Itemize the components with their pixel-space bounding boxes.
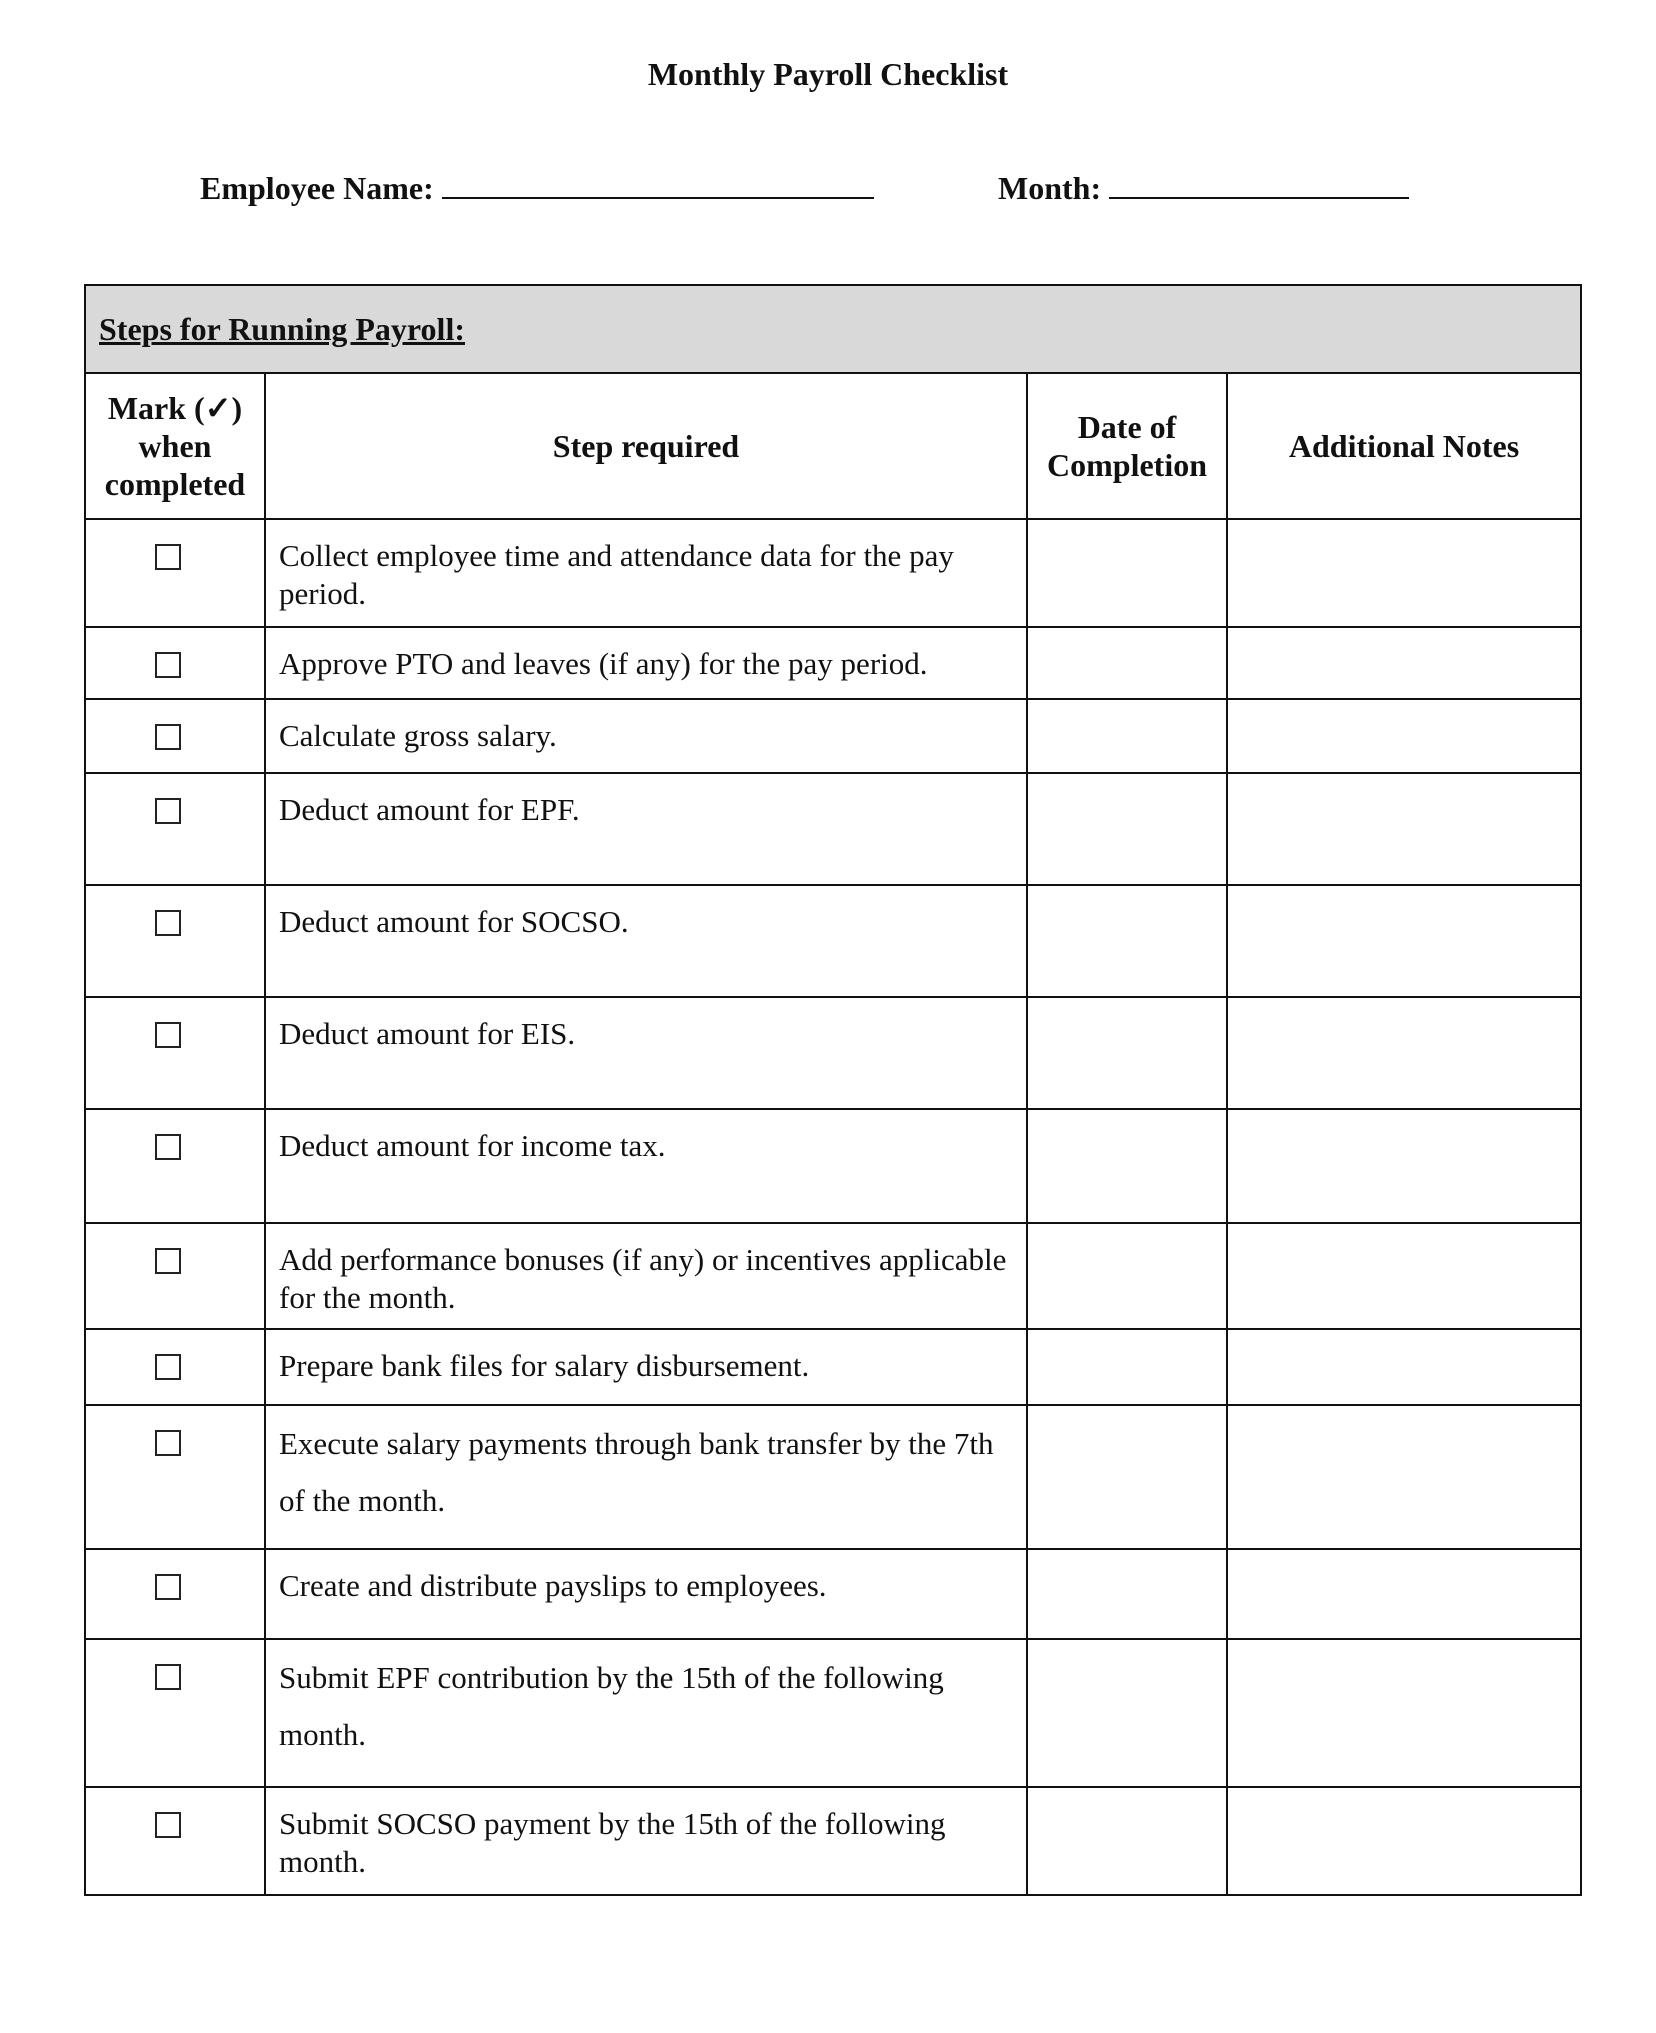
checkbox[interactable] [155, 652, 181, 678]
table-row [85, 627, 1581, 699]
step-text: Add performance bonuses (if any) or incentives applicable for the month. [265, 1223, 1027, 1329]
step-text: Submit SOCSO payment by the 15th of the following month. [265, 1787, 1027, 1895]
date-cell[interactable] [1027, 1549, 1227, 1639]
step-text: Calculate gross salary. [265, 699, 1027, 773]
step-text: Deduct amount for SOCSO. [265, 885, 1027, 997]
step-text: Deduct amount for EIS. [265, 997, 1027, 1109]
month-label: Month: [998, 170, 1102, 206]
table-row [85, 519, 1581, 627]
step-column-header: Step required [265, 373, 1027, 519]
checkbox[interactable] [155, 1664, 181, 1690]
notes-cell[interactable] [1227, 519, 1581, 627]
date-cell[interactable] [1027, 627, 1227, 699]
notes-cell[interactable] [1227, 1787, 1581, 1895]
checkbox[interactable] [155, 1248, 181, 1274]
notes-cell[interactable] [1227, 1639, 1581, 1787]
step-text: Execute salary payments through bank transfer by the 7th of the month. [265, 1405, 1027, 1549]
notes-cell[interactable] [1227, 1549, 1581, 1639]
date-cell[interactable] [1027, 519, 1227, 627]
step-text: Approve PTO and leaves (if any) for the pay period. [265, 627, 1027, 699]
checkbox[interactable] [155, 798, 181, 824]
step-text: Submit EPF contribution by the 15th of the following month. [265, 1639, 1027, 1787]
month-blank[interactable] [1109, 175, 1409, 199]
employee-name-label: Employee Name: [200, 170, 434, 206]
step-text: Prepare bank files for salary disbursement. [265, 1329, 1027, 1405]
table-row [85, 1223, 1581, 1329]
step-text: Collect employee time and attendance data for the pay period. [265, 519, 1027, 627]
notes-cell[interactable] [1227, 773, 1581, 885]
date-cell[interactable] [1027, 699, 1227, 773]
mark-column-header: Mark (✓) when completed [85, 373, 265, 519]
date-cell[interactable] [1027, 1639, 1227, 1787]
table-row [85, 997, 1581, 1109]
notes-cell[interactable] [1227, 997, 1581, 1109]
table-row [85, 1787, 1581, 1895]
month-field[interactable] [998, 170, 1409, 207]
date-cell[interactable] [1027, 1223, 1227, 1329]
checkbox[interactable] [155, 1574, 181, 1600]
notes-cell[interactable] [1227, 699, 1581, 773]
checkbox[interactable] [155, 1812, 181, 1838]
notes-column-header: Additional Notes [1227, 373, 1581, 519]
date-cell[interactable] [1027, 885, 1227, 997]
checkbox[interactable] [155, 910, 181, 936]
date-cell[interactable] [1027, 997, 1227, 1109]
page-title: Monthly Payroll Checklist [647, 56, 1009, 92]
table-row [85, 885, 1581, 997]
table-row [85, 1405, 1581, 1549]
checkbox[interactable] [155, 1354, 181, 1380]
notes-cell[interactable] [1227, 1223, 1581, 1329]
table-row [85, 1639, 1581, 1787]
checkbox[interactable] [155, 1022, 181, 1048]
date-column-header: Date of Completion [1027, 373, 1227, 519]
notes-cell[interactable] [1227, 1329, 1581, 1405]
date-cell[interactable] [1027, 1787, 1227, 1895]
step-text: Deduct amount for income tax. [265, 1109, 1027, 1223]
notes-cell[interactable] [1227, 1405, 1581, 1549]
checkbox[interactable] [155, 724, 181, 750]
checkbox[interactable] [155, 1430, 181, 1456]
date-cell[interactable] [1027, 1329, 1227, 1405]
date-cell[interactable] [1027, 773, 1227, 885]
table-row [85, 699, 1581, 773]
employee-name-blank[interactable] [442, 175, 874, 199]
table-row [85, 773, 1581, 885]
date-cell[interactable] [1027, 1109, 1227, 1223]
section-heading: Steps for Running Payroll: [85, 285, 1581, 373]
notes-cell[interactable] [1227, 627, 1581, 699]
payroll-checklist-table [84, 284, 1582, 1896]
notes-cell[interactable] [1227, 1109, 1581, 1223]
employee-name-field[interactable] [200, 170, 874, 207]
step-text: Deduct amount for EPF. [265, 773, 1027, 885]
checkbox[interactable] [155, 1134, 181, 1160]
date-cell[interactable] [1027, 1405, 1227, 1549]
step-text: Create and distribute payslips to employees. [265, 1549, 1027, 1639]
table-row [85, 1549, 1581, 1639]
table-row [85, 1329, 1581, 1405]
table-row [85, 1109, 1581, 1223]
checkbox[interactable] [155, 544, 181, 570]
notes-cell[interactable] [1227, 885, 1581, 997]
